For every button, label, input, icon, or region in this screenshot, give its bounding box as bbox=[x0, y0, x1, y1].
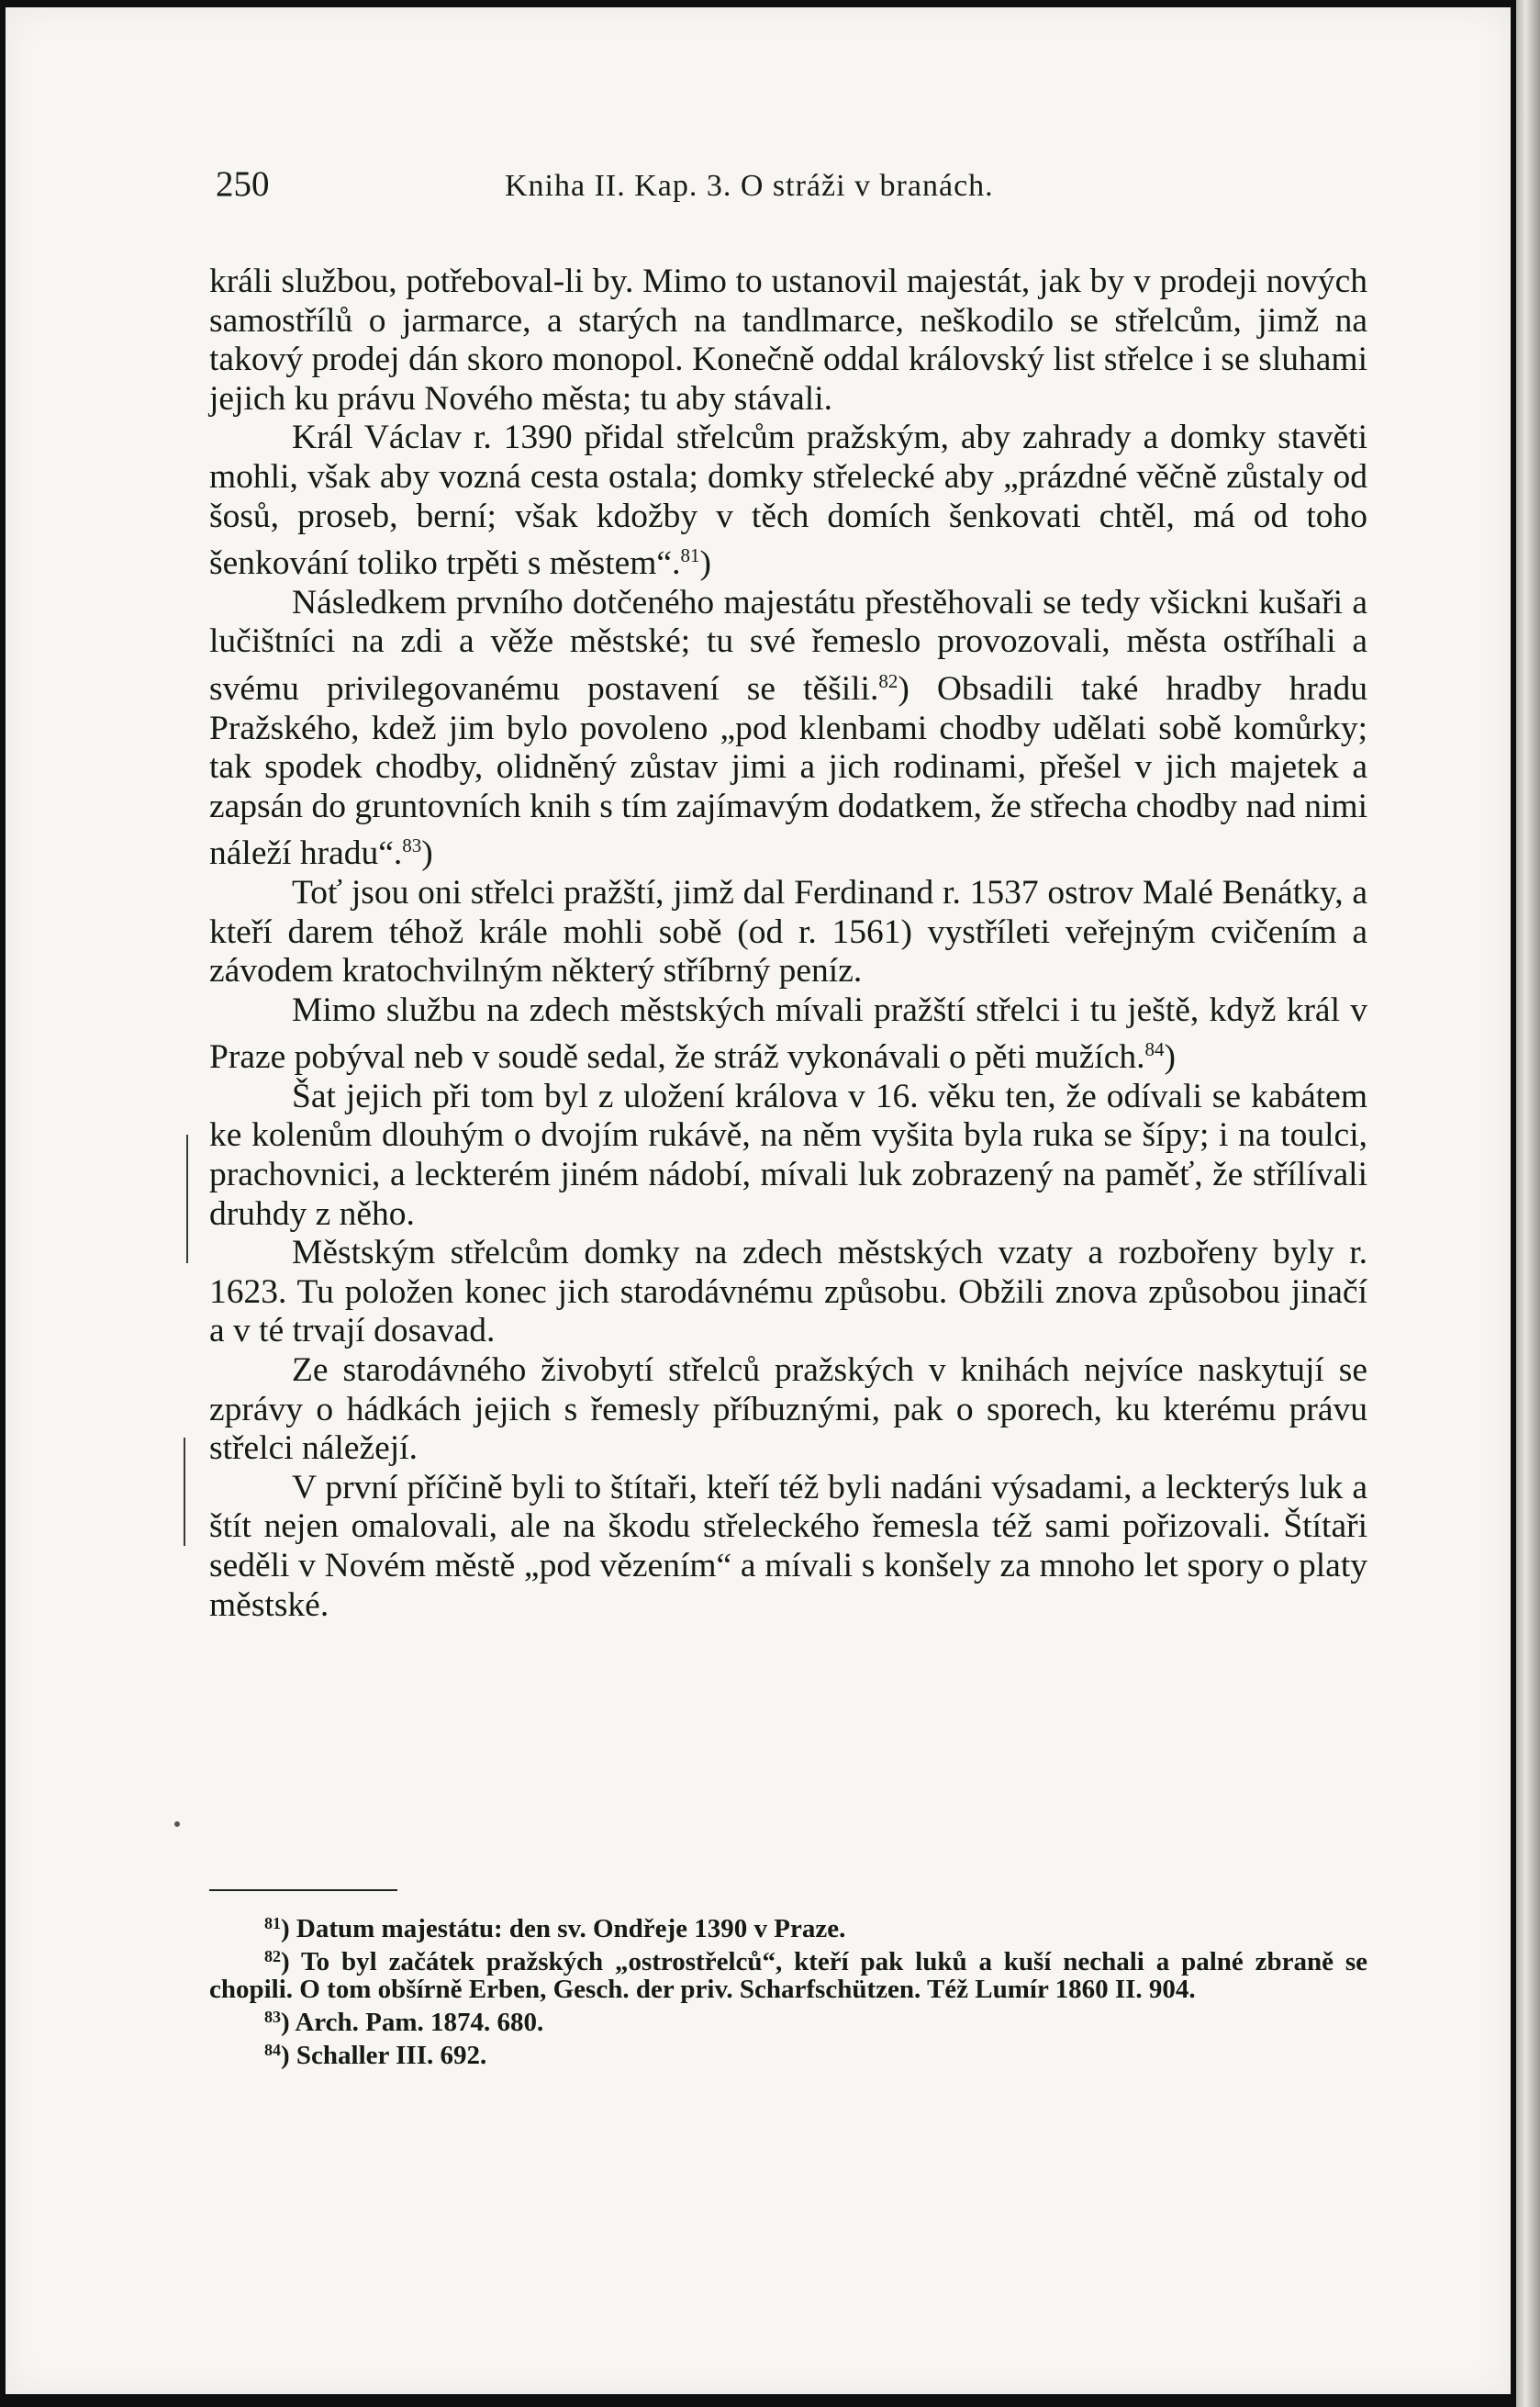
footnote-ref: 83 bbox=[402, 834, 422, 857]
footnote-ref: 81 bbox=[680, 544, 700, 567]
footnotes bbox=[209, 1909, 1367, 2069]
margin-dot bbox=[174, 1821, 180, 1827]
body-text bbox=[209, 263, 1367, 1625]
footnote: $^{83}$) Arch. Pam. 1874. 680. bbox=[264, 2008, 544, 2037]
footnote-rule bbox=[209, 1889, 397, 1891]
page-edge bbox=[1516, 0, 1540, 2407]
paragraph: Mimo službu na zdech městských mívali pražští střelci i tu ještě, když král v Praze pobýval neb v soudě sedal, že stráž vykonávali o pěti mužích.$^{84}$) bbox=[209, 991, 1367, 1077]
paragraph: Následkem prvního dotčeného majestátu přestěhovali se tedy všickni kušaři a lučištníci na zdi a věže městské; tu své řemeslo provozovali, města ostříhali a svému privilegovanému postavení se těšili.$^{82}$) Obsadili také hradby hradu Pražského, kdež jim bylo povoleno „pod klenbami chodby udělati sobě komůrky; tak spodek chodby, olidněný zůstav jimi a jich rodinami, přešel v jich majetek a zapsán do gruntovních knih s tím zajímavým dodatkem, že střecha chodby nad nimi náleží hradu“.$^{83}$) bbox=[209, 583, 1367, 873]
page-header bbox=[216, 163, 1381, 218]
margin-pencil-mark bbox=[184, 1438, 185, 1546]
footnote: $^{82}$) To byl začátek pražských „ostrostřelců“, kteří pak luků a kuší nechali a palné zbraně se chopili. O tom obšírně Erben, Gesch. der priv. Scharfschützen. Též Lumír 1860 II. 904. bbox=[209, 1947, 1367, 2004]
footnote: $^{81}$) Datum majestátu: den sv. Ondřeje 1390 v Praze. bbox=[264, 1914, 846, 1943]
footnote: $^{84}$) Schaller III. 692. bbox=[264, 2041, 487, 2070]
paragraph: Městským střelcům domky na zdech městských vzaty a rozbořeny byly r. 1623. Tu položen konec jich starodávnému způsobu. Obžili znova způsobou jinačí a v té trvají dosavad. bbox=[209, 1234, 1367, 1350]
paragraph: Toť jsou oni střelci pražští, jimž dal Ferdinand r. 1537 ostrov Malé Benátky, a kteří darem téhož krále mohli sobě (od r. 1561) vystříleti veřejným cvičením a závodem kratochvilným některý stříbrný peníz. bbox=[209, 873, 1367, 991]
paragraph: Král Václav r. 1390 přidal střelcům pražským, aby zahrady a domky stavěti mohli, však aby vozná cesta ostala; domky střelecké aby „prázdné věčně zůstaly od šosů, proseb, berní; však kdožby v těch domích šenkovati chtěl, má od toho šenkování toliko trpěti s městem“.$^{81}$) bbox=[209, 419, 1367, 583]
margin-pencil-mark bbox=[186, 1135, 188, 1263]
footnote-ref: 82 bbox=[878, 669, 898, 692]
paragraph: Ze starodávného živobytí střelců pražských v knihách nejvíce naskytují se zprávy o hádkách jejich s řemesly příbuznými, pak o sporech, ku kterému právu střelci náležejí. bbox=[209, 1351, 1367, 1468]
paragraph: Šat jejich při tom byl z uložení králova v 16. věku ten, že odívali se kabátem ke kolenům dlouhým o dvojím rukávě, na něm vyšita byla ruka se šípy; i na toulci, prachovnici, a leckterém jiném nádobí, mívali luk zobrazený na paměť, že střílívali druhdy z něho. bbox=[209, 1077, 1367, 1233]
running-head: Kniha II. Kap. 3. O stráži v branách. bbox=[505, 169, 994, 203]
footnote-ref: 84 bbox=[1144, 1038, 1165, 1061]
page-number: 250 bbox=[216, 164, 270, 204]
paragraph: V první příčině byli to štítaři, kteří též byli nadáni výsadami, a leckterýs luk a štít nejen omalovali, ale na škodu střeleckého řemesla též sami pořizovali. Štítaři seděli v Novém městě „pod vězením“ a mívali s konšely za mnoho let spory o platy městské. bbox=[209, 1468, 1367, 1624]
paragraph: králi službou, potřeboval-li by. Mimo to ustanovil majestát, jak by v prodeji nových samostřílů o jarmarce, a starých na tandlmarce, neškodilo se střelcům, jimž na takový prodej dán skoro monopol. Konečně oddal královský list střelce i se sluhami jejich ku právu Nového města; tu aby stávali. bbox=[209, 263, 1367, 418]
